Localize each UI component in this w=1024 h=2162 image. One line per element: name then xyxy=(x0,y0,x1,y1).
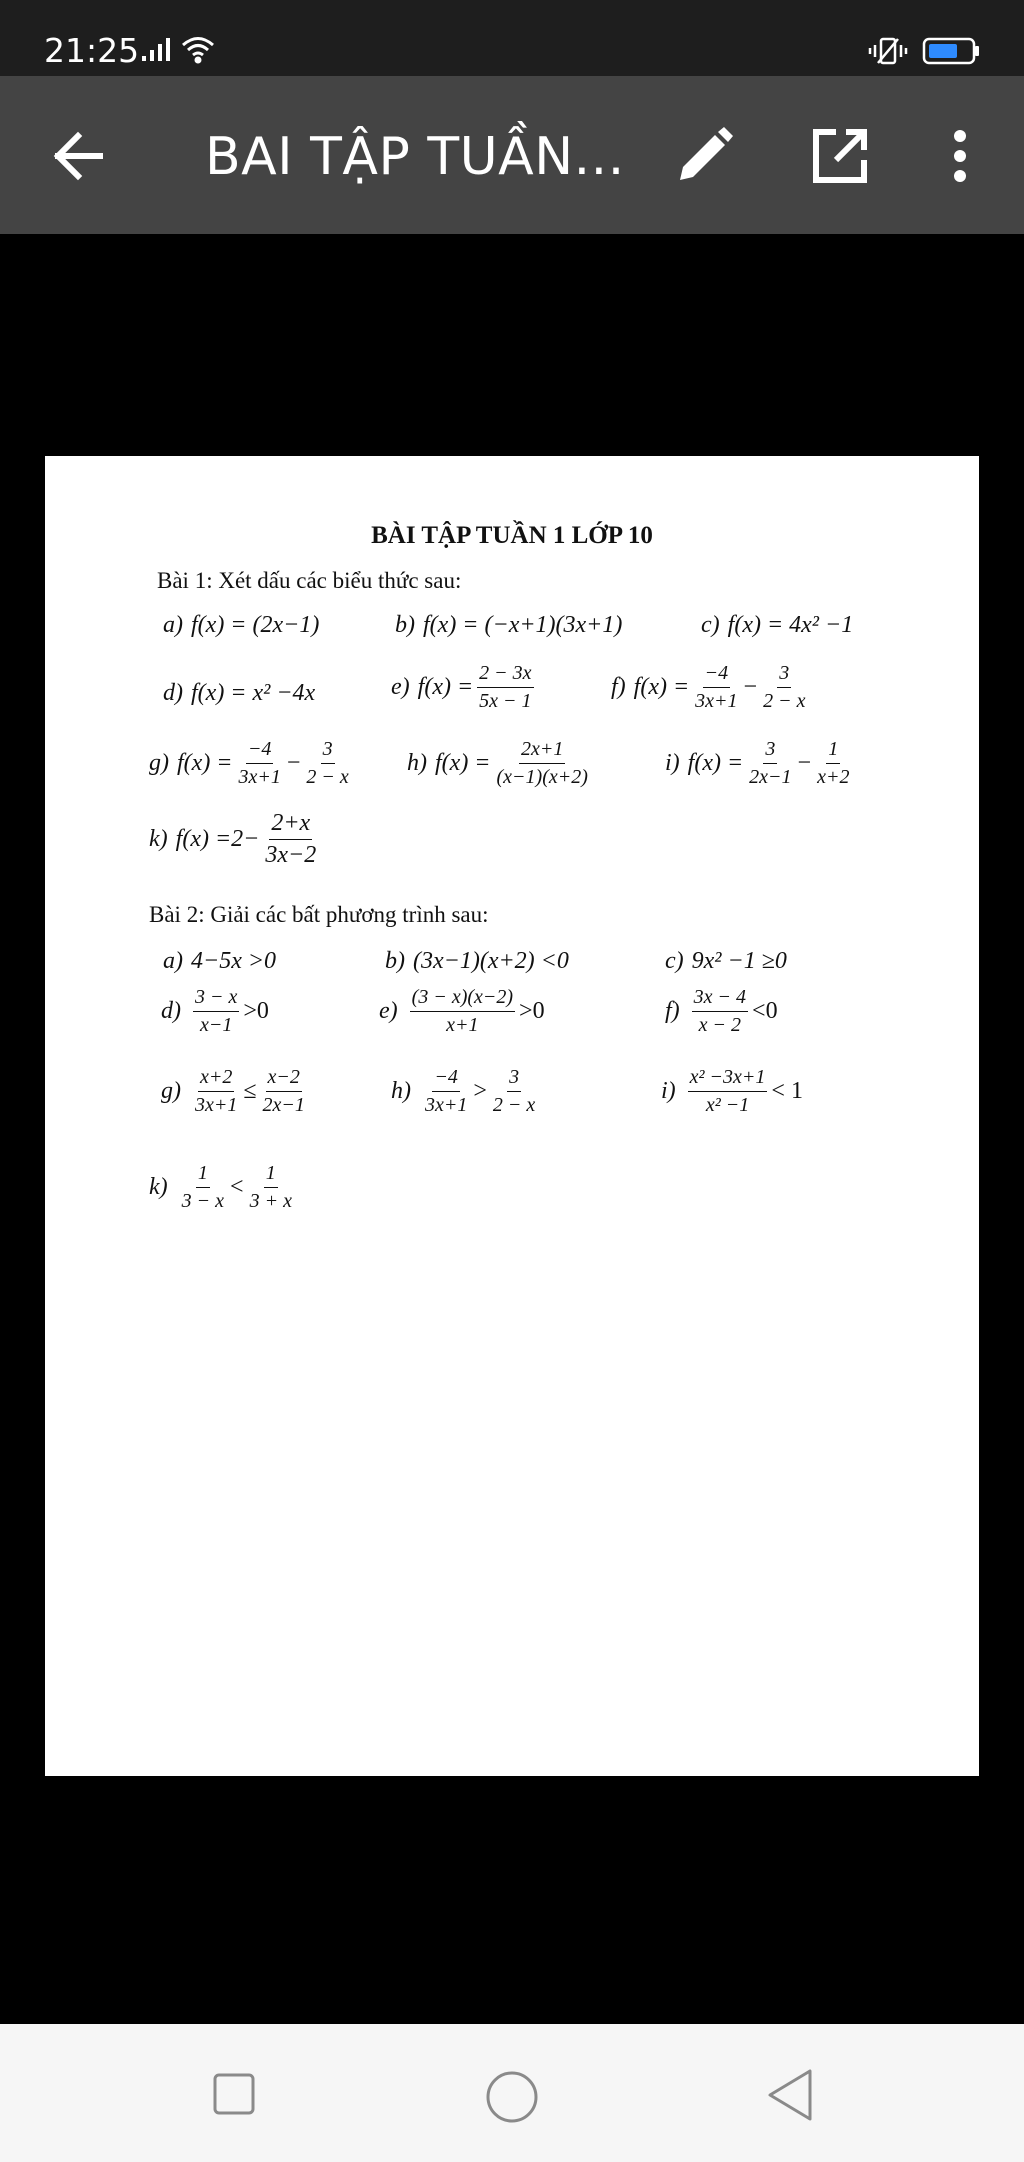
home-icon xyxy=(485,2070,539,2124)
fraction xyxy=(747,738,793,789)
section2-heading: Bài 2: Giải các bất phương trình sau: xyxy=(149,902,489,927)
fraction xyxy=(693,662,739,713)
ex-label: b) xyxy=(385,948,405,974)
ex1-a xyxy=(163,612,319,639)
fraction xyxy=(304,738,350,789)
status-time: 21:25 xyxy=(44,31,140,70)
operator: − xyxy=(286,750,301,776)
fraction xyxy=(692,986,748,1037)
operator: < xyxy=(230,1174,244,1200)
ex-expr: f(x) = (−x+1)(3x+1) xyxy=(423,612,623,638)
ex-label: c) xyxy=(701,612,720,638)
numerator: x−2 xyxy=(266,1066,302,1092)
more-vert-icon xyxy=(940,124,980,188)
denominator: x+2 xyxy=(817,766,850,788)
ex1-b xyxy=(395,612,622,639)
fraction xyxy=(491,1066,537,1117)
fraction xyxy=(423,1066,469,1117)
operator: − xyxy=(797,750,812,776)
fraction xyxy=(261,1066,307,1117)
ex2-e xyxy=(379,986,545,1037)
denominator: x − 2 xyxy=(698,1014,742,1036)
denominator: 2x−1 xyxy=(749,766,792,788)
denominator: 2 − x xyxy=(763,690,806,712)
fraction xyxy=(410,986,515,1037)
inequality-suffix: >0 xyxy=(243,998,269,1024)
ex2-a xyxy=(163,948,276,975)
ex-label: e) xyxy=(391,674,410,700)
denominator: 3 − x xyxy=(181,1190,225,1212)
more-options-button[interactable] xyxy=(940,124,980,188)
app-bar xyxy=(0,76,1024,234)
pencil-icon xyxy=(672,124,736,188)
numerator: 1 xyxy=(826,738,840,764)
ex-expr: 9x² −1 ≥0 xyxy=(691,948,787,974)
fraction xyxy=(248,1162,294,1213)
fraction xyxy=(193,1066,239,1117)
operator: > xyxy=(473,1078,487,1104)
denominator: 2 − x xyxy=(306,766,349,788)
nav-back-button[interactable] xyxy=(766,2068,814,2127)
numerator: 3x − 4 xyxy=(692,986,748,1012)
vibrate-icon xyxy=(866,36,910,71)
document-page xyxy=(45,456,979,1776)
ex1-h xyxy=(407,738,594,789)
denominator: 3x−2 xyxy=(265,842,317,868)
numerator: 2x+1 xyxy=(519,738,565,764)
app-title: BAI TẬP TUẦN... xyxy=(205,127,625,187)
fraction xyxy=(263,810,318,869)
fraction xyxy=(180,1162,226,1213)
numerator: 1 xyxy=(196,1162,210,1188)
home-button[interactable] xyxy=(485,2070,539,2129)
inequality-suffix: >0 xyxy=(519,998,545,1024)
fraction xyxy=(815,738,851,789)
fraction xyxy=(477,662,533,713)
ex-expr: f(x) = (2x−1) xyxy=(191,612,320,638)
denominator: 2x−1 xyxy=(262,1094,305,1116)
doc-title: BÀI TẬP TUẦN 1 LỚP 10 xyxy=(371,522,653,549)
fraction xyxy=(761,662,807,713)
ex2-f xyxy=(665,986,778,1037)
ex2-b xyxy=(385,948,569,975)
ex-label: g) xyxy=(149,750,169,776)
denominator: 3x+1 xyxy=(695,690,738,712)
ex2-h xyxy=(391,1066,541,1117)
ex-label: c) xyxy=(665,948,684,974)
numerator: −4 xyxy=(246,738,274,764)
denominator: 2 − x xyxy=(492,1094,536,1116)
ex-label: g) xyxy=(161,1078,181,1104)
denominator: 3x+1 xyxy=(238,766,281,788)
denominator: 3 + x xyxy=(249,1190,292,1212)
edit-button[interactable] xyxy=(672,124,736,188)
ex-expr: f(x) = 4x² −1 xyxy=(727,612,854,638)
numerator: x+2 xyxy=(198,1066,234,1092)
ex1-d xyxy=(163,680,315,707)
ex-label: h) xyxy=(391,1078,411,1104)
signal-icon xyxy=(142,36,176,67)
ex-expr: 4−5x >0 xyxy=(191,948,277,974)
ex-label: k) xyxy=(149,826,168,852)
ex1-i xyxy=(665,738,855,789)
numerator: 3 xyxy=(763,738,777,764)
ex-label: h) xyxy=(407,750,427,776)
back-button[interactable] xyxy=(48,124,112,188)
section1-heading: Bài 1: Xét dấu các biểu thức sau: xyxy=(157,568,462,593)
denominator: 5x − 1 xyxy=(479,690,532,712)
numerator: 2+x xyxy=(269,810,312,840)
ex-prefix: f(x) =2− xyxy=(175,826,260,852)
numerator: −4 xyxy=(432,1066,460,1092)
fraction xyxy=(237,738,283,789)
ex-label: d) xyxy=(163,680,183,706)
denominator: x² −1 xyxy=(705,1094,750,1116)
denominator: 3x+1 xyxy=(425,1094,468,1116)
numerator: 2 − 3x xyxy=(477,662,533,688)
nav-back-icon xyxy=(766,2068,814,2122)
operator: − xyxy=(743,674,758,700)
numerator: −4 xyxy=(703,662,731,688)
ex-label: d) xyxy=(161,998,181,1024)
battery-icon xyxy=(922,36,982,71)
ex2-d xyxy=(161,986,269,1037)
ex-label: i) xyxy=(661,1078,676,1104)
ex-label: a) xyxy=(163,612,183,638)
ex1-e xyxy=(391,662,538,713)
inequality-suffix: < 1 xyxy=(771,1078,803,1104)
ex-prefix: f(x) = xyxy=(177,750,233,776)
open-external-button[interactable] xyxy=(808,124,872,188)
ex-prefix: f(x) = xyxy=(435,750,491,776)
operator: ≤ xyxy=(243,1078,257,1104)
ex2-i xyxy=(661,1066,803,1117)
ex-label: a) xyxy=(163,948,183,974)
wifi-icon xyxy=(180,34,216,69)
ex-label: e) xyxy=(379,998,398,1024)
ex-label: f) xyxy=(665,998,680,1024)
document-viewer[interactable] xyxy=(0,234,1024,2024)
ex-prefix: f(x) = xyxy=(417,674,474,700)
back-arrow-icon xyxy=(48,124,112,188)
ex2-c xyxy=(665,948,787,975)
numerator: 1 xyxy=(264,1162,278,1188)
ex1-g xyxy=(149,738,355,789)
status-bar xyxy=(0,0,1024,76)
numerator: (3 − x)(x−2) xyxy=(410,986,515,1012)
ex2-k xyxy=(149,1162,298,1213)
ex-label: f) xyxy=(611,674,626,700)
ex1-c xyxy=(701,612,853,639)
recent-apps-icon xyxy=(212,2072,256,2116)
ex-label: b) xyxy=(395,612,415,638)
fraction xyxy=(193,986,239,1037)
denominator: x+1 xyxy=(446,1014,479,1036)
denominator: 3x+1 xyxy=(195,1094,238,1116)
ex-label: k) xyxy=(149,1174,168,1200)
numerator: 3 xyxy=(321,738,335,764)
ex2-g xyxy=(161,1066,311,1117)
navigation-bar xyxy=(0,2024,1024,2162)
denominator: (x−1)(x+2) xyxy=(496,766,588,788)
numerator: 3 xyxy=(777,662,791,688)
fraction xyxy=(495,738,590,789)
ex-label: i) xyxy=(665,750,680,776)
ex1-f xyxy=(611,662,811,713)
ex-prefix: f(x) = xyxy=(633,674,690,700)
ex-expr: f(x) = x² −4x xyxy=(191,680,316,706)
open-external-icon xyxy=(808,124,872,188)
inequality-suffix: <0 xyxy=(752,998,778,1024)
denominator: x−1 xyxy=(200,1014,233,1036)
numerator: x² −3x+1 xyxy=(688,1066,768,1092)
fraction xyxy=(688,1066,768,1117)
ex1-k xyxy=(149,810,322,869)
numerator: 3 − x xyxy=(193,986,239,1012)
recent-apps-button[interactable] xyxy=(212,2072,256,2121)
ex-prefix: f(x) = xyxy=(687,750,744,776)
ex-expr: (3x−1)(x+2) <0 xyxy=(413,948,569,974)
numerator: 3 xyxy=(507,1066,521,1092)
